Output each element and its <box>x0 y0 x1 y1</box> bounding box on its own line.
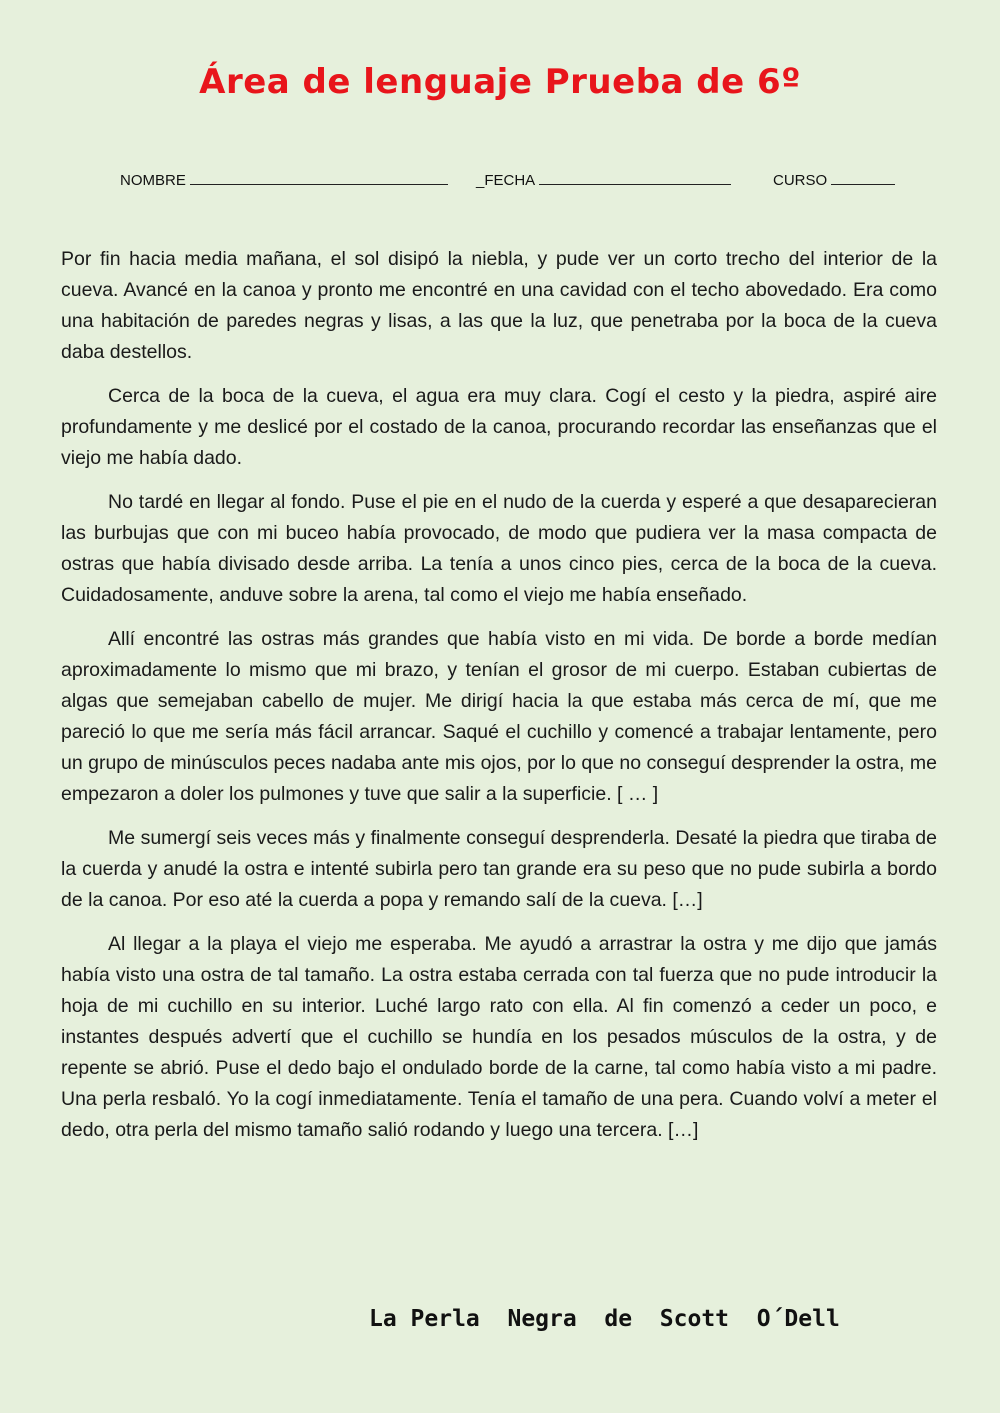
paragraph-1: Por fin hacia media mañana, el sol disipó la niebla, y pude ver un corto trecho del interior de la cueva. Avancé en la canoa y pronto me encontré en una cavidad con el techo abovedado. Era como una habitación de paredes negras y lisas, a las que la luz, que penetraba por la boca de la cueva daba destellos. <box>61 248 937 363</box>
paragraph-2: Cerca de la boca de la cueva, el agua era muy clara. Cogí el cesto y la piedra, aspiré aire profundamente y me deslicé por el costado de la canoa, procurando recordar las enseñanzas que el viejo me había dado. <box>61 385 937 469</box>
fecha-blank[interactable] <box>539 170 731 185</box>
curso-label: CURSO <box>773 172 828 189</box>
nombre-label: NOMBRE <box>120 172 186 189</box>
page-title: Área de lenguaje Prueba de 6º <box>199 62 801 102</box>
curso-field[interactable] <box>773 170 895 189</box>
fecha-label: _FECHA <box>476 172 535 189</box>
book-credit: La Perla Negra de Scott O´Dell <box>369 1306 840 1332</box>
reading-passage <box>61 244 937 1159</box>
nombre-field[interactable] <box>120 170 448 189</box>
nombre-blank[interactable] <box>190 170 448 185</box>
curso-blank[interactable] <box>831 170 895 185</box>
paragraph-3: No tardé en llegar al fondo. Puse el pie en el nudo de la cuerda y esperé a que desaparecieran las burbujas que con mi buceo había provocado, de modo que pudiera ver la masa compacta de ostras que había divisado desde arriba. La tenía a unos cinco pies, cerca de la boca de la cueva. Cuidadosamente, anduve sobre la arena, tal como el viejo me había enseñado. <box>61 491 937 606</box>
paragraph-6: Al llegar a la playa el viejo me esperaba. Me ayudó a arrastrar la ostra y me dijo que jamás había visto una ostra de tal tamaño. La ostra estaba cerrada con tal fuerza que no pude introducir la hoja de mi cuchillo en su interior. Luché largo rato con ella. Al fin comenzó a ceder un poco, e instantes después advertí que el cuchillo se hundía en los pesados músculos de la ostra, y de repente se abrió. Puse el dedo bajo el ondulado borde de la carne, tal como había visto a mi padre. Una perla resbaló. Yo la cogí inmediatamente. Tenía el tamaño de una pera. Cuando volví a meter el dedo, otra perla del mismo tamaño salió rodando y luego una tercera. […] <box>61 933 937 1141</box>
paragraph-4: Allí encontré las ostras más grandes que había visto en mi vida. De borde a borde medían aproximadamente lo mismo que mi brazo, y tenían el grosor de mi cuerpo. Estaban cubiertas de algas que semejaban cabello de mujer. Me dirigí hacia la que estaba más cerca de mí, que me pareció lo que me sería más fácil arrancar. Saqué el cuchillo y comencé a trabajar lentamente, pero un grupo de minúsculos peces nadaba ante mis ojos, por lo que no conseguí desprender la ostra, me empezaron a doler los pulmones y tuve que salir a la superficie. [ … ] <box>61 628 937 805</box>
paragraph-5: Me sumergí seis veces más y finalmente conseguí desprenderla. Desaté la piedra que tiraba de la cuerda y anudé la ostra e intenté subirla pero tan grande era su peso que no pude subirla a bordo de la canoa. Por eso até la cuerda a popa y remando salí de la cueva. […] <box>61 827 937 911</box>
fecha-field[interactable] <box>476 170 731 189</box>
